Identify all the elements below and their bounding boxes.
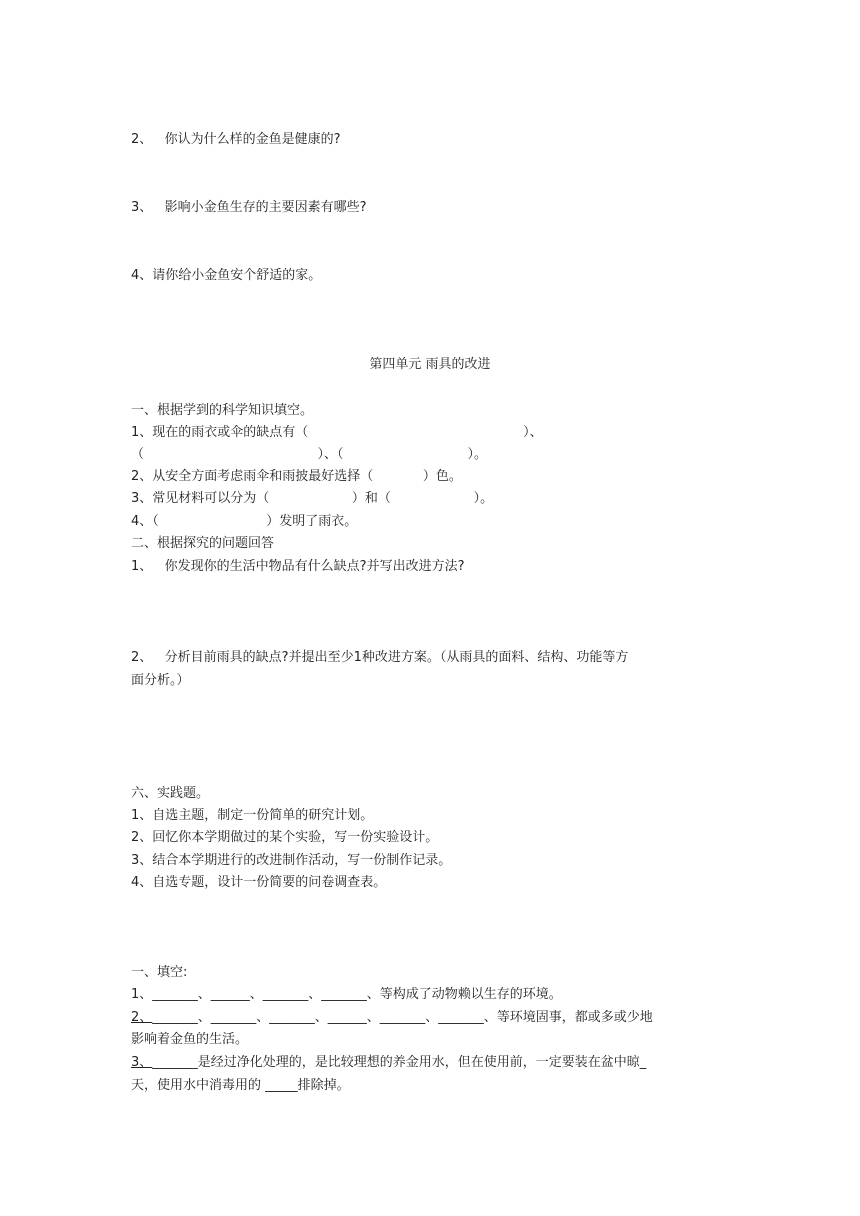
fill-blank-item-2-text: _______、_______、_______、______、_______、_______、等环境固事，都或多或少地 <box>152 1010 653 1025</box>
inquiry-question-1: 1、 你发现你的生活中物品有什么缺点?并写出改进方法? <box>131 559 465 574</box>
practice-item: 2、回忆你本学期做过的某个实验，写一份实验设计。 <box>131 830 439 845</box>
fill-blank-item-2 <box>131 1009 653 1027</box>
fill-question-2: 2、从安全方面考虑雨伞和雨披最好选择（ ）色。 <box>131 469 462 484</box>
practice-item: 1、自选主题，制定一份简单的研究计划。 <box>131 808 374 823</box>
fill-blank-item-3 <box>131 1054 646 1072</box>
practice-heading: 六、实践题。 <box>131 786 210 801</box>
inquiry-question-2-line1: 2、 分析目前雨具的缺点?并提出至少1种改进方案。（从雨具的面料、结构、功能等方 <box>131 650 629 665</box>
inquiry-question-2-line2: 面分析。） <box>131 673 190 688</box>
fill-question-4: 4、（ ）发明了雨衣。 <box>131 514 358 529</box>
unit4-title: 第四单元 雨具的改进 <box>369 357 491 372</box>
fill-blank-item-3-number: 3、 <box>131 1055 153 1070</box>
fill-blank-item-2-number: 2、 <box>131 1010 153 1025</box>
practice-item: 3、结合本学期进行的改进制作活动，写一份制作记录。 <box>131 853 452 868</box>
question-healthy-goldfish: 2、 你认为什么样的金鱼是健康的? <box>131 132 341 147</box>
fill-blank-heading: 一、填空: <box>131 965 188 980</box>
fill-blank-item-3-line2: 天，使用水中消毒用的 _____排除掉。 <box>131 1078 350 1093</box>
fill-question-3: 3、常见材料可以分为（ ）和（ ）。 <box>131 491 494 506</box>
question-goldfish-home: 4、请你给小金鱼安个舒适的家。 <box>131 268 322 283</box>
fill-question-1-line1: 1、现在的雨衣或伞的缺点有（ ）、 <box>131 425 543 440</box>
inquiry-section-heading: 二、根据探究的问题回答 <box>131 536 275 551</box>
fill-blank-item-3-text: _______是经过净化处理的，是比较理想的养金用水，但在使用前，一定要装在盆中晾_ <box>152 1055 647 1070</box>
question-survival-factors: 3、 影响小金鱼生存的主要因素有哪些? <box>131 200 367 215</box>
fill-blank-item-2-line2: 影响着金鱼的生活。 <box>131 1032 249 1047</box>
fill-question-1-line2: （ ）、（ ）。 <box>131 447 488 462</box>
practice-item: 4、自选专题，设计一份简要的问卷调查表。 <box>131 875 387 890</box>
fill-section-heading: 一、根据学到的科学知识填空。 <box>131 403 314 418</box>
fill-blank-item-1: 1、_______、______、_______、_______、等构成了动物赖以生存的环境。 <box>131 987 562 1002</box>
